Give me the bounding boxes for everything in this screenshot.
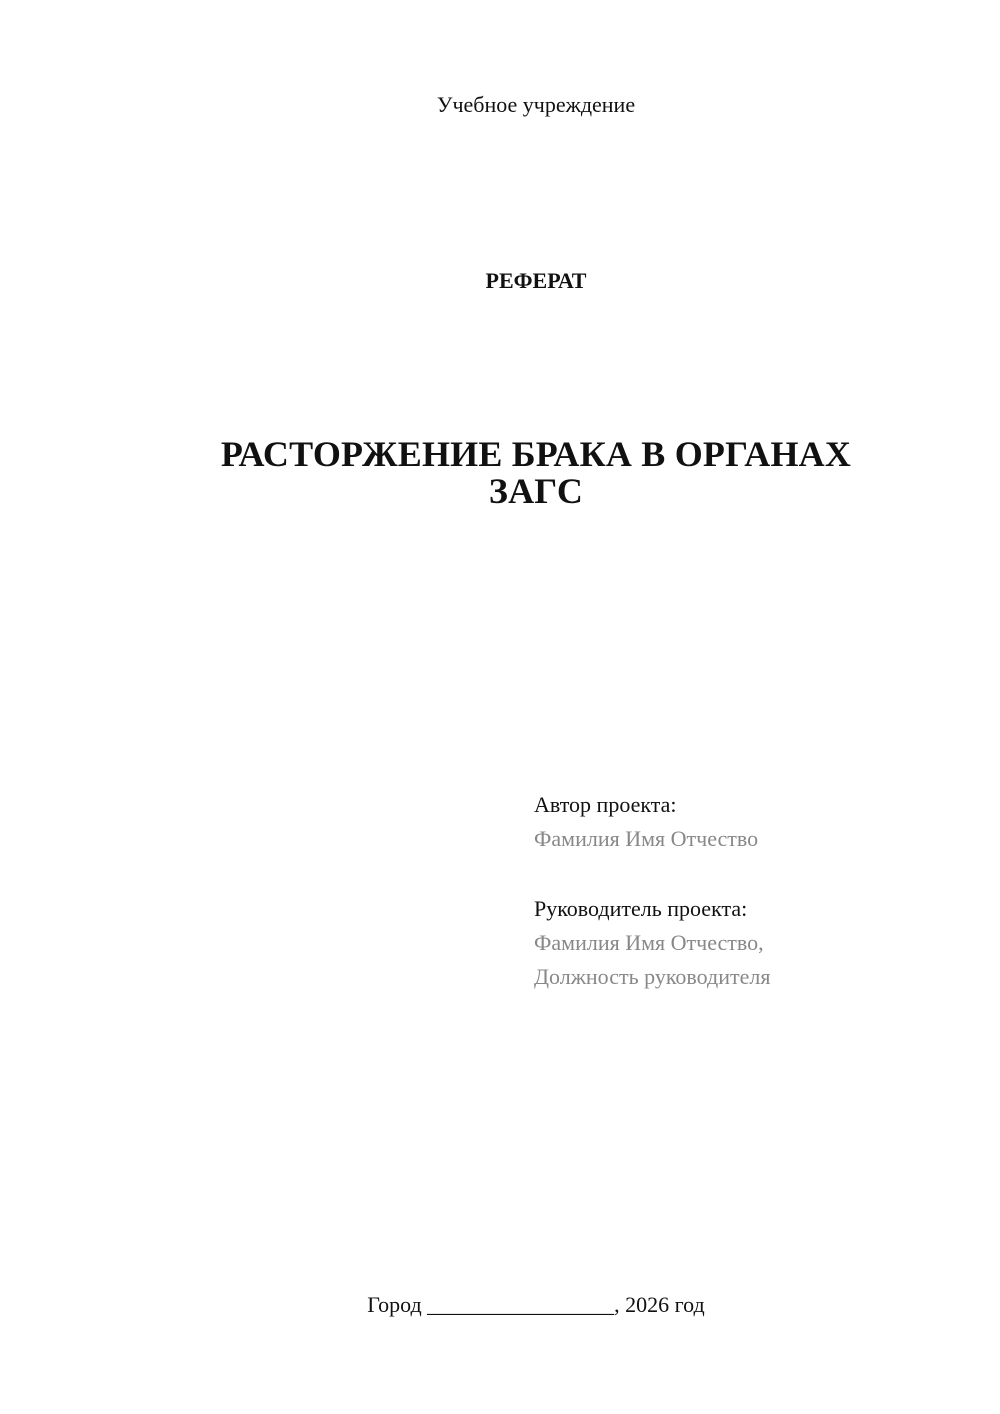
document-title — [0, 436, 1000, 510]
institution-name: Учебное учреждение — [436, 92, 636, 117]
city-year-line: Город _________________, 2026 год — [367, 1292, 705, 1317]
author-label: Автор проекта: — [534, 792, 677, 817]
credits-spacer — [534, 856, 974, 892]
document-title-line-1: РАСТОРЖЕНИЕ БРАКА В ОРГАНАХ — [220, 434, 852, 474]
supervisor-name-placeholder: Фамилия Имя Отчество, — [534, 930, 764, 955]
author-name-placeholder: Фамилия Имя Отчество — [534, 826, 759, 851]
supervisor-label: Руководитель проекта: — [534, 896, 748, 921]
document-title-line-2: ЗАГС — [488, 471, 584, 511]
document-type: РЕФЕРАТ — [485, 268, 587, 293]
supervisor-position-placeholder: Должность руководителя — [534, 964, 771, 989]
credits-block — [534, 788, 974, 994]
